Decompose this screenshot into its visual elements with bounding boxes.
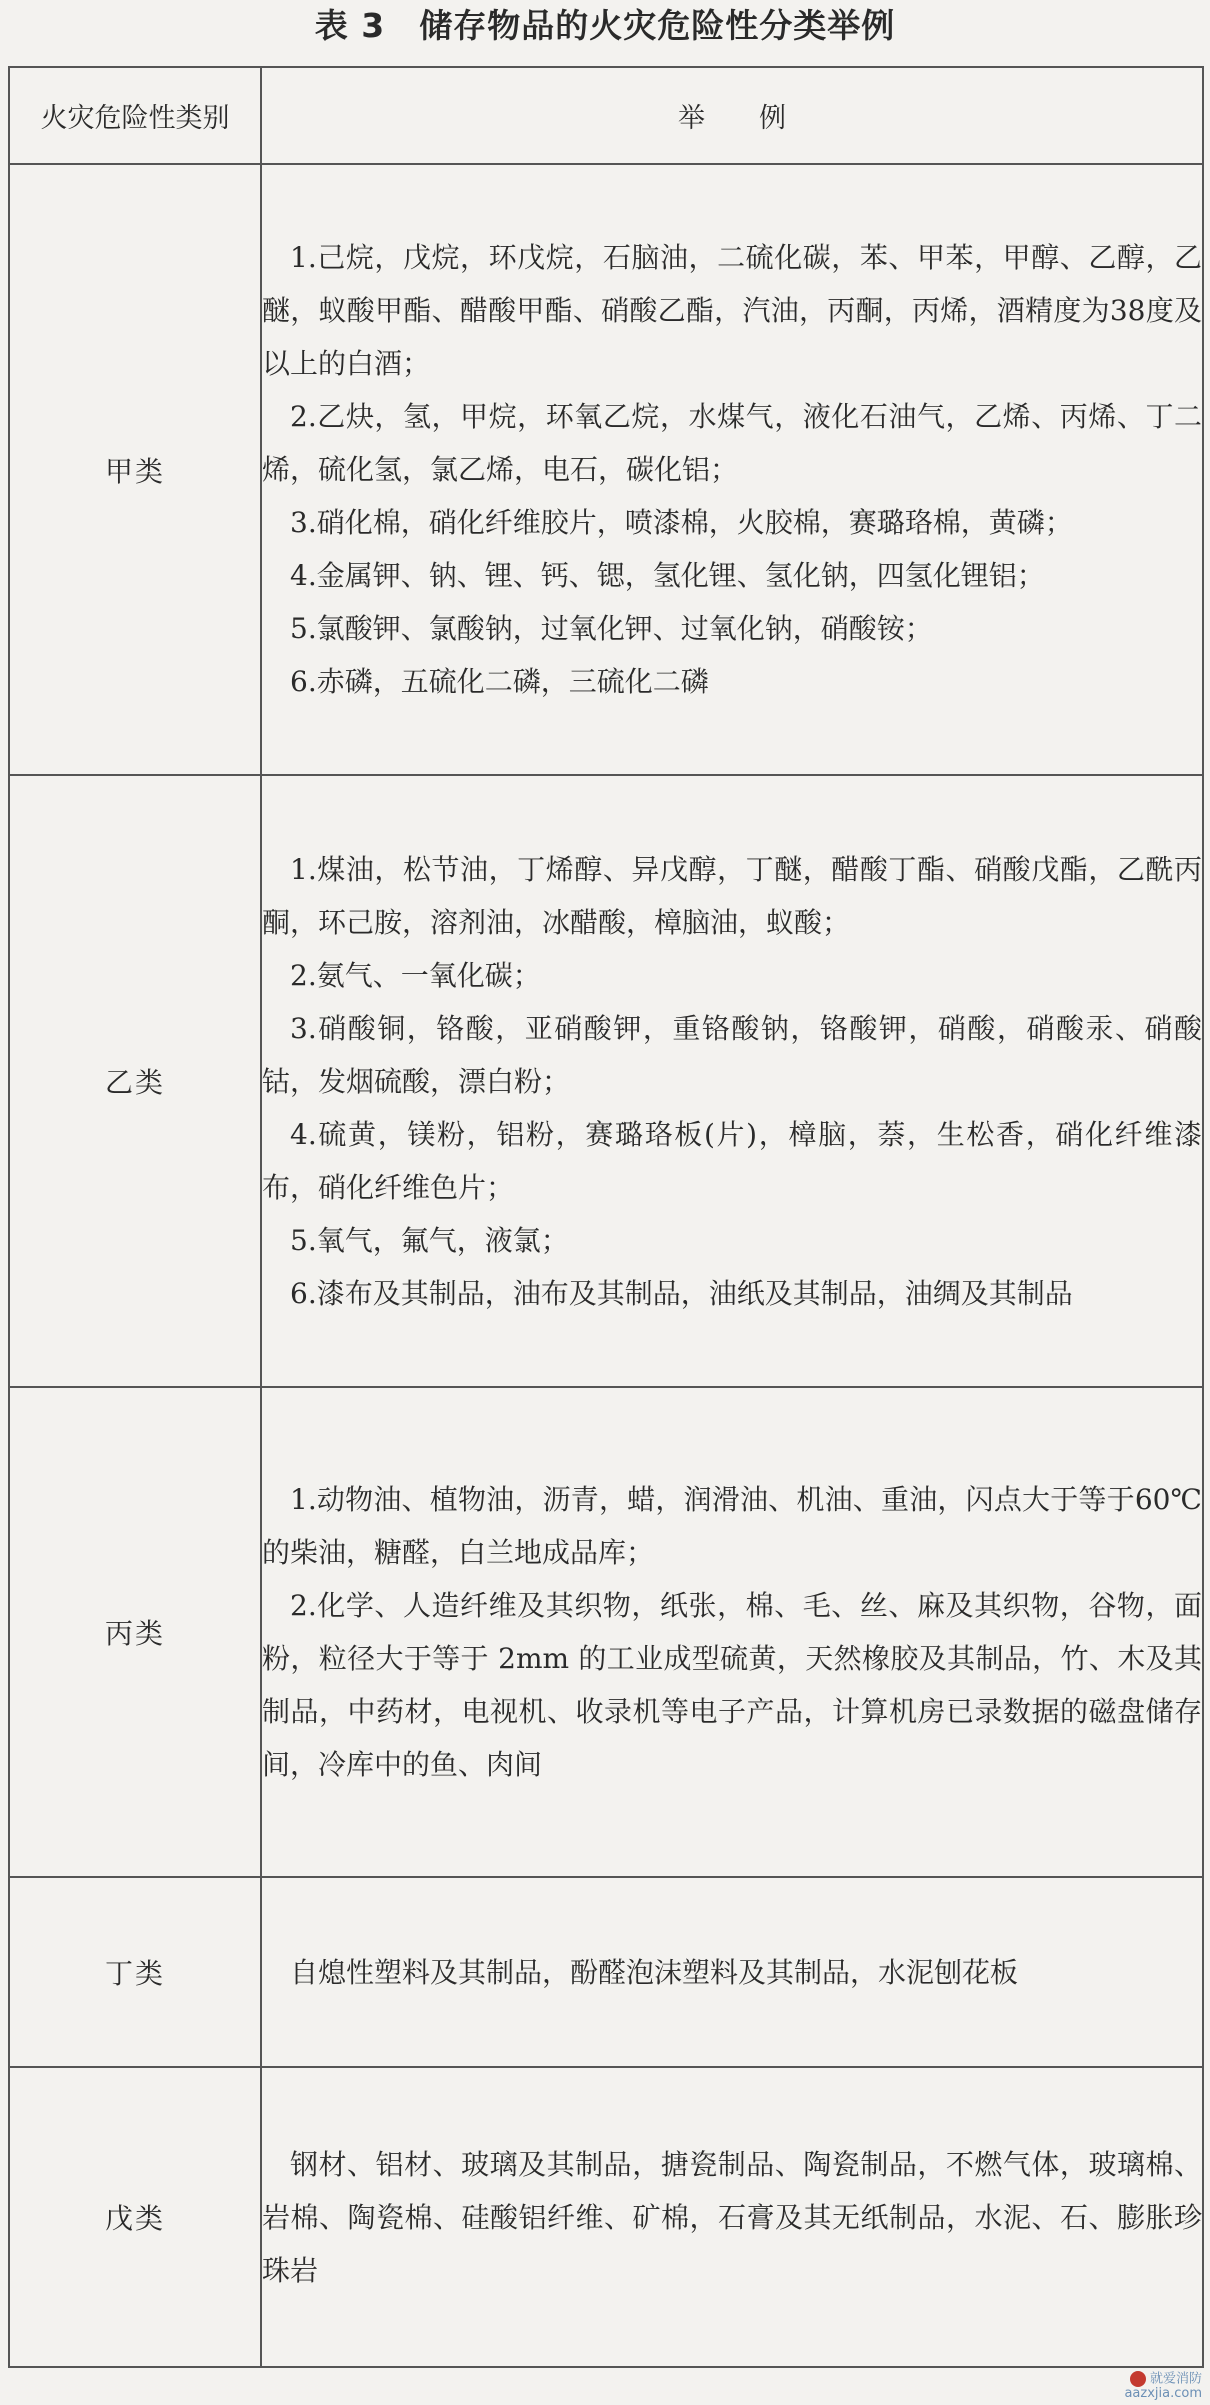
examples-cell [261, 2067, 1203, 2367]
examples-cell [261, 164, 1203, 775]
example-item: 钢材、铝材、玻璃及其制品，搪瓷制品、陶瓷制品，不燃气体，玻璃棉、岩棉、陶瓷棉、硅酸铝纤维、矿棉，石膏及其无纸制品，水泥、石、膨胀珍珠岩 [262, 2147, 1202, 2287]
example-item: 4.硫黄，镁粉，铝粉，赛璐珞板(片)，樟脑，萘，生松香，硝化纤维漆布，硝化纤维色片； [262, 1117, 1202, 1204]
example-item: 自熄性塑料及其制品，酚醛泡沫塑料及其制品，水泥刨花板 [290, 1955, 1019, 1989]
watermark-text: 就爱消防 [1149, 2371, 1202, 2387]
example-item: 2.化学、人造纤维及其织物，纸张，棉、毛、丝、麻及其织物，谷物，面粉，粒径大于等于 2mm 的工业成型硫黄，天然橡胶及其制品，竹、木及其制品，中药材，电视机、收录机等电子产品，计算机房已录数据的磁盘储存间，冷库中的鱼、肉间 [262, 1589, 1202, 1781]
example-item: 3.硝化棉，硝化纤维胶片，喷漆棉，火胶棉，赛璐珞棉，黄磷； [290, 506, 1073, 539]
example-item: 6.赤磷，五硫化二磷，三硫化二磷 [290, 665, 709, 698]
example-item: 2.氨气、一氧化碳； [290, 958, 541, 992]
example-item: 1.己烷，戊烷，环戊烷，石脑油，二硫化碳，苯、甲苯，甲醇、乙醇，乙醚，蚁酸甲酯、醋酸甲酯、硝酸乙酯，汽油，丙酮，丙烯，酒精度为38度及以上的白酒； [262, 241, 1202, 380]
fire-hazard-classification-table [8, 66, 1204, 2368]
examples-cell [261, 1387, 1203, 1877]
examples-cell [261, 775, 1203, 1387]
category-cell: 戊类 [9, 2067, 261, 2367]
example-item: 1.动物油、植物油，沥青，蜡，润滑油、机油、重油，闪点大于等于60℃的柴油，糖醛，白兰地成品库； [262, 1483, 1202, 1569]
table-row-class-d [9, 1877, 1203, 2067]
example-item: 3.硝酸铜，铬酸，亚硝酸钾，重铬酸钠，铬酸钾，硝酸，硝酸汞、硝酸钴，发烟硫酸，漂白粉； [262, 1011, 1202, 1098]
watermark-subtext: aazxjia.com [1124, 2386, 1202, 2401]
example-item: 4.金属钾、钠、锂、钙、锶，氢化锂、氢化钠，四氢化锂铝； [290, 559, 1045, 592]
example-item: 5.氧气，氟气，液氯； [290, 1223, 569, 1257]
table-row-class-b [9, 775, 1203, 1387]
example-item: 5.氯酸钾、氯酸钠，过氧化钾、过氧化钠，硝酸铵； [290, 612, 933, 645]
category-cell: 乙类 [9, 775, 261, 1387]
category-cell: 丙类 [9, 1387, 261, 1877]
category-cell: 甲类 [9, 164, 261, 775]
table-row-class-e [9, 2067, 1203, 2367]
example-item: 2.乙炔，氢，甲烷，环氧乙烷，水煤气，液化石油气，乙烯、丙烯、丁二烯，硫化氢，氯乙烯，电石，碳化铝； [262, 400, 1202, 486]
header-examples: 举 例 [261, 67, 1203, 164]
table-row-class-c [9, 1387, 1203, 1877]
example-item: 1.煤油，松节油，丁烯醇、异戊醇，丁醚，醋酸丁酯、硝酸戊酯，乙酰丙酮，环己胺，溶剂油，冰醋酸，樟脑油，蚁酸； [262, 852, 1202, 939]
category-cell: 丁类 [9, 1877, 261, 2067]
flame-logo-icon [1130, 2371, 1146, 2387]
example-item: 6.漆布及其制品，油布及其制品，油纸及其制品，油绸及其制品 [290, 1276, 1073, 1310]
table-header-row [9, 67, 1203, 164]
site-watermark [1124, 2371, 1202, 2401]
header-category: 火灾危险性类别 [9, 67, 261, 164]
table-title: 表 3 储存物品的火灾危险性分类举例 [314, 6, 896, 45]
examples-cell [261, 1877, 1203, 2067]
table-row-class-a [9, 164, 1203, 775]
